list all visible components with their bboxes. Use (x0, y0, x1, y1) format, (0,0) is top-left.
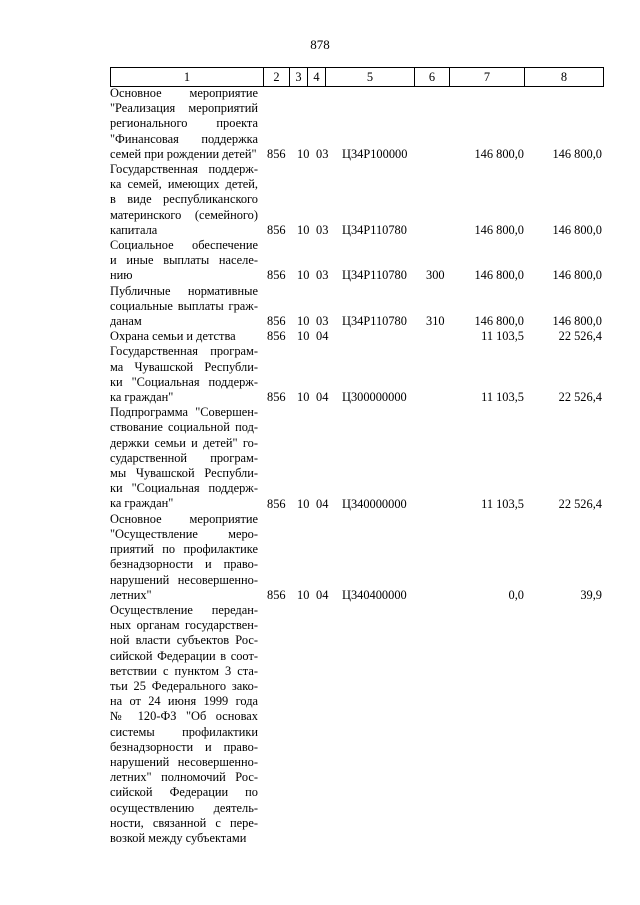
code-target-article: Ц34P110780 (342, 268, 407, 283)
row-name-line: Основное мероприятие (110, 86, 258, 100)
row-name-line: № 120-ФЗ "Об основах (110, 709, 258, 724)
row-values (0, 223, 640, 238)
row-values (0, 329, 640, 344)
row-values (0, 268, 640, 283)
header-col-5: 5 (326, 68, 415, 87)
row-name-line: семей при рождении детей" (110, 146, 257, 161)
code-section: 10 (297, 587, 310, 602)
row-name-line: нарушений несовершенно- (110, 572, 258, 587)
page-number: 878 (310, 37, 330, 52)
amount-year-2: 22 526,4 (558, 496, 602, 511)
code-section: 10 (297, 268, 310, 283)
code-subsection: 03 (316, 222, 329, 237)
row-name-line: ка семей, имеющих детей, (110, 177, 258, 192)
code-admin: 856 (267, 390, 286, 405)
row-values (0, 390, 640, 405)
amount-year-2: 22 526,4 (558, 390, 602, 405)
code-target-article: Ц34P100000 (342, 146, 408, 161)
code-subsection: 04 (316, 496, 329, 511)
row-name-line: в виде республиканского (110, 192, 258, 207)
header-col-6: 6 (415, 68, 450, 87)
amount-year-2: 146 800,0 (552, 146, 602, 161)
row-name-line: ки "Социальная поддерж- (110, 374, 258, 389)
row-name-line: ветствии с пунктом 3 ста- (110, 663, 258, 678)
code-subsection: 03 (316, 146, 329, 161)
header-col-7: 7 (450, 68, 525, 87)
code-admin: 856 (267, 146, 286, 161)
row-name-line: Подпрограмма "Совершен- (110, 405, 258, 420)
row-name-line: ных органам государствен- (110, 618, 258, 633)
budget-table-body (0, 86, 640, 846)
row-name-line: летних" (110, 587, 152, 602)
row-name-line: безнадзорности и право- (110, 739, 258, 754)
code-section: 10 (297, 329, 310, 344)
code-subsection: 04 (316, 390, 329, 405)
row-name-line: ной власти субъектов Рос- (110, 633, 258, 648)
row-name-line: сударственной програм- (110, 450, 258, 465)
code-admin: 856 (267, 222, 286, 237)
row-name-line: "Финансовая поддержка (110, 131, 258, 146)
row-name-line: данам (110, 314, 142, 329)
amount-year-1: 146 800,0 (474, 268, 524, 283)
row-name-line: тьи 25 Федерального зако- (110, 678, 258, 693)
row-name-line: нию (110, 268, 133, 283)
row-name-line: нарушений несовершенно- (110, 754, 258, 769)
row-name-line: ки "Социальная поддерж- (110, 481, 258, 496)
row-name-line: на от 24 июня 1999 года (110, 694, 258, 709)
amount-year-2: 146 800,0 (552, 222, 602, 237)
row-name-line: Государственная програм- (110, 344, 258, 359)
amount-year-2: 146 800,0 (552, 314, 602, 329)
row-name-line: Основное мероприятие (110, 511, 258, 526)
row-name-line: ма Чувашской Республи- (110, 359, 258, 374)
header-col-3: 3 (290, 68, 308, 87)
table-row (0, 86, 640, 162)
row-name-line: Государственная поддерж- (110, 162, 258, 177)
row-values (0, 588, 640, 603)
table-row (0, 284, 640, 330)
code-subsection: 03 (316, 314, 329, 329)
amount-year-1: 11 103,5 (481, 496, 524, 511)
row-name-line: возкой между субъектами (110, 830, 247, 845)
row-name-line: Охрана семьи и детства (110, 329, 236, 344)
table-row (0, 329, 640, 344)
code-expense-type: 300 (426, 268, 445, 283)
row-name-line: и иные выплаты населе- (110, 253, 258, 268)
code-expense-type: 310 (426, 314, 445, 329)
amount-year-1: 146 800,0 (474, 314, 524, 329)
code-subsection: 03 (316, 268, 329, 283)
row-name-line: ка граждан" (110, 390, 174, 405)
code-target-article: Ц340000000 (342, 496, 407, 511)
code-section: 10 (297, 222, 310, 237)
code-section: 10 (297, 390, 310, 405)
row-name-line: Социальное обеспечение (110, 238, 258, 253)
amount-year-1: 146 800,0 (474, 146, 524, 161)
row-name-line: капитала (110, 222, 158, 237)
header-col-1: 1 (111, 68, 264, 87)
column-header-row (110, 67, 604, 87)
table-row (0, 162, 640, 238)
table-row (0, 344, 640, 405)
table-row (0, 405, 640, 511)
code-admin: 856 (267, 268, 286, 283)
row-name-line: держки семьи и детей" го- (110, 435, 258, 450)
row-name-line: системы профилактики (110, 724, 258, 739)
code-subsection: 04 (316, 587, 329, 602)
amount-year-2: 146 800,0 (552, 268, 602, 283)
row-name-line: сийской Федерации по (110, 785, 258, 800)
row-name-line: летних" полномочий Рос- (110, 770, 258, 785)
amount-year-2: 22 526,4 (558, 329, 602, 344)
amount-year-1: 11 103,5 (481, 329, 524, 344)
code-section: 10 (297, 496, 310, 511)
row-name-line: мы Чувашской Республи- (110, 466, 258, 481)
row-name-line: социальные выплаты граж- (110, 298, 258, 313)
table-row (0, 603, 640, 846)
amount-year-1: 0,0 (508, 587, 524, 602)
code-subsection: 04 (316, 329, 329, 344)
row-name-line: осуществлению деятель- (110, 800, 258, 815)
code-section: 10 (297, 314, 310, 329)
header-col-4: 4 (308, 68, 326, 87)
amount-year-1: 146 800,0 (474, 222, 524, 237)
code-target-article: Ц34P110780 (342, 314, 407, 329)
code-target-article: Ц340400000 (342, 587, 407, 602)
row-name-line: сийской Федерации в соот- (110, 648, 258, 663)
row-values (0, 314, 640, 329)
code-admin: 856 (267, 329, 286, 344)
header-col-8: 8 (525, 68, 604, 87)
row-name-line: Публичные нормативные (110, 283, 258, 298)
table-row (0, 512, 640, 603)
row-name-line: ка граждан" (110, 496, 174, 511)
row-values (0, 831, 640, 846)
code-section: 10 (297, 146, 310, 161)
row-name-line: ствование социальной под- (110, 420, 258, 435)
row-name-line: приятий по профилактике (110, 542, 258, 557)
code-admin: 856 (267, 496, 286, 511)
row-name-line: ности, связанной с пере- (110, 815, 258, 830)
row-name-line: "Реализация мероприятий (110, 101, 258, 116)
row-values (0, 497, 640, 512)
row-name-line: Осуществление передан- (110, 602, 258, 617)
code-target-article: Ц34P110780 (342, 222, 407, 237)
code-admin: 856 (267, 587, 286, 602)
row-name-line: "Осуществление меро- (110, 526, 258, 541)
table-row (0, 238, 640, 284)
code-target-article: Ц300000000 (342, 390, 407, 405)
row-name-line: материнского (семейного) (110, 207, 258, 222)
amount-year-1: 11 103,5 (481, 390, 524, 405)
row-name-line: регионального проекта (110, 116, 258, 131)
code-admin: 856 (267, 314, 286, 329)
row-values (0, 147, 640, 162)
header-col-2: 2 (264, 68, 290, 87)
row-name-line: безнадзорности и право- (110, 557, 258, 572)
row-name (110, 603, 258, 846)
amount-year-2: 39,9 (580, 587, 602, 602)
